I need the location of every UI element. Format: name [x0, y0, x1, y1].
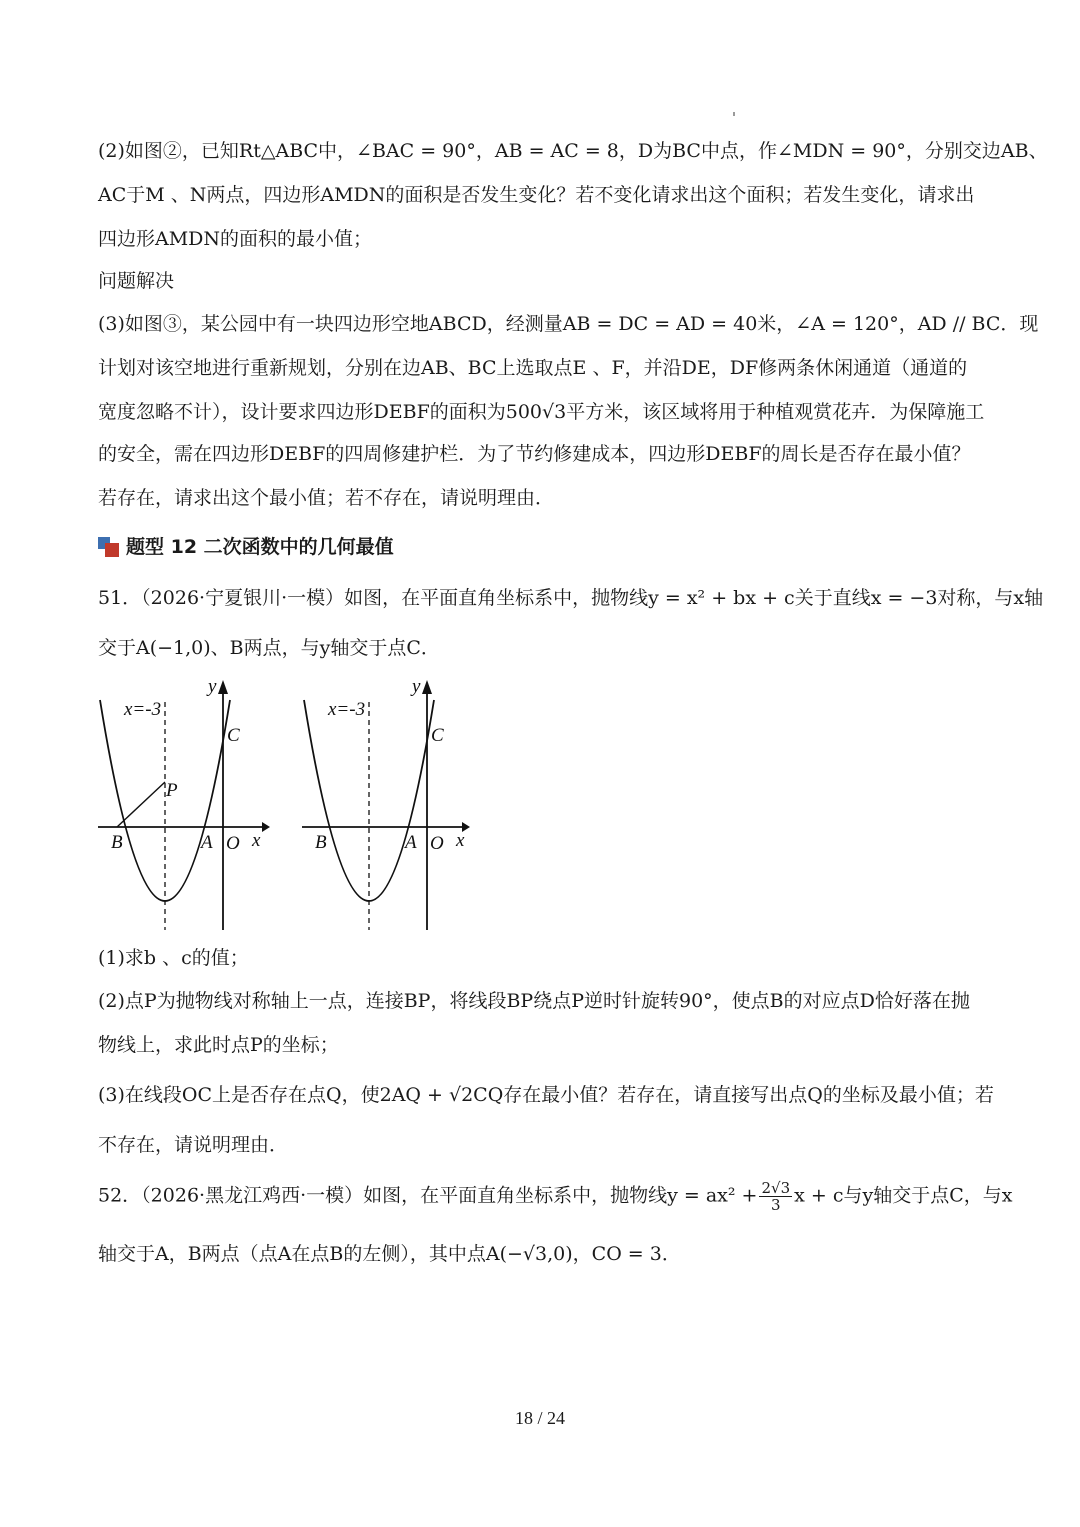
- text-line-11: 交于A(−1,0)、B两点，与y轴交于点C．: [98, 637, 440, 659]
- fig-left-label-p: P: [166, 780, 178, 801]
- y-axis-arrow: [218, 680, 228, 694]
- fig-left-label-x: x: [252, 830, 261, 851]
- fraction-numerator: 2√3: [761, 1179, 791, 1197]
- fig-right-label-y: y: [412, 676, 421, 697]
- text-line-7: 宽度忽略不计），设计要求四边形DEBF的面积为500√3平方米，该区域将用于种植观赏花卉．为保障施工: [98, 401, 985, 423]
- fig-left-label-y: y: [208, 676, 217, 697]
- scan-mark: [733, 112, 735, 116]
- fig-left-label-o: O: [226, 833, 240, 854]
- text-line-14: 物线上，求此时点P的坐标；: [98, 1034, 339, 1056]
- fig-left-label-c: C: [227, 725, 240, 746]
- parabola-figure-right: [294, 672, 484, 934]
- text-line-1: (2)如图②，已知Rt△ABC中，∠BAC = 90°，AB = AC = 8，D为BC中点，作∠MDN = 90°，分别交边AB、: [98, 140, 1048, 162]
- text-line-12: (1)求b 、c的值；: [98, 947, 249, 969]
- section-title: 题型 12 二次函数中的几何最值: [126, 536, 394, 558]
- fig-right-label-b: B: [315, 832, 327, 853]
- section-heading: [98, 533, 394, 561]
- text-line-18: 轴交于A，B两点（点A在点B的左侧），其中点A(−√3,0)，CO = 3．: [98, 1243, 681, 1265]
- fraction-2sqrt3-over-3: [759, 1180, 792, 1213]
- fig-right-label-o: O: [430, 833, 444, 854]
- text-line-2: AC于M 、N两点，四边形AMDN的面积是否发生变化？若不变化请求出这个面积；若发生变化，请求出: [98, 184, 975, 206]
- y-axis-arrow: [422, 680, 432, 694]
- text-line-6: 计划对该空地进行重新规划，分别在边AB、BC上选取点E 、F，并沿DE，DF修两条休闲通道（通道的: [98, 357, 968, 379]
- fig-right-label-c: C: [431, 725, 444, 746]
- text-line-13: (2)点P为抛物线对称轴上一点，连接BP，将线段BP绕点P逆时针旋转90°，使点B的对应点D恰好落在抛: [98, 990, 970, 1012]
- text-line-3: 四边形AMDN的面积的最小值；: [98, 228, 373, 250]
- text-line-9: 若存在，请求出这个最小值；若不存在，请说明理由．: [98, 487, 555, 509]
- text-line-16: 不存在，请说明理由．: [98, 1134, 289, 1156]
- fig-right-label-x: x: [456, 830, 465, 851]
- text-line-10: 51．（2026·宁夏银川·一模）如图，在平面直角坐标系中，抛物线y = x² + bx + c关于直线x = −3对称，与x轴: [98, 587, 1044, 609]
- fig-left-label-b: B: [111, 832, 123, 853]
- fig-right-label-a: A: [405, 832, 417, 853]
- page-number: 18 / 24: [514, 1408, 565, 1428]
- x-axis-arrow: [262, 822, 270, 832]
- fig-left-axisline-label: x=-3: [124, 699, 162, 720]
- text-line-17-end: x + c与y轴交于点C，与x: [794, 1184, 1013, 1207]
- text-line-4: 问题解决: [98, 270, 175, 292]
- fig-left-label-a: A: [201, 832, 213, 853]
- section-icon: [98, 537, 120, 557]
- text-line-17-start: 52．（2026·黑龙江鸡西·一模）如图，在平面直角坐标系中，抛物线y = ax² +: [98, 1184, 758, 1207]
- text-line-15: (3)在线段OC上是否存在点Q，使2AQ + √2CQ存在最小值？若存在，请直接写出点Q的坐标及最小值；若: [98, 1084, 994, 1106]
- segment-bp: [117, 782, 165, 827]
- fig-right-axisline-label: x=-3: [328, 699, 366, 720]
- text-line-8: 的安全，需在四边形DEBF的四周修建护栏．为了节约修建成本，四边形DEBF的周长是否存在最小值？: [98, 443, 971, 465]
- text-line-5: (3)如图③，某公园中有一块四边形空地ABCD，经测量AB = DC = AD = 40米，∠A = 120°，AD // BC．现: [98, 313, 1039, 335]
- fraction-denominator: 3: [771, 1196, 781, 1214]
- text-line-17: [98, 1179, 1013, 1214]
